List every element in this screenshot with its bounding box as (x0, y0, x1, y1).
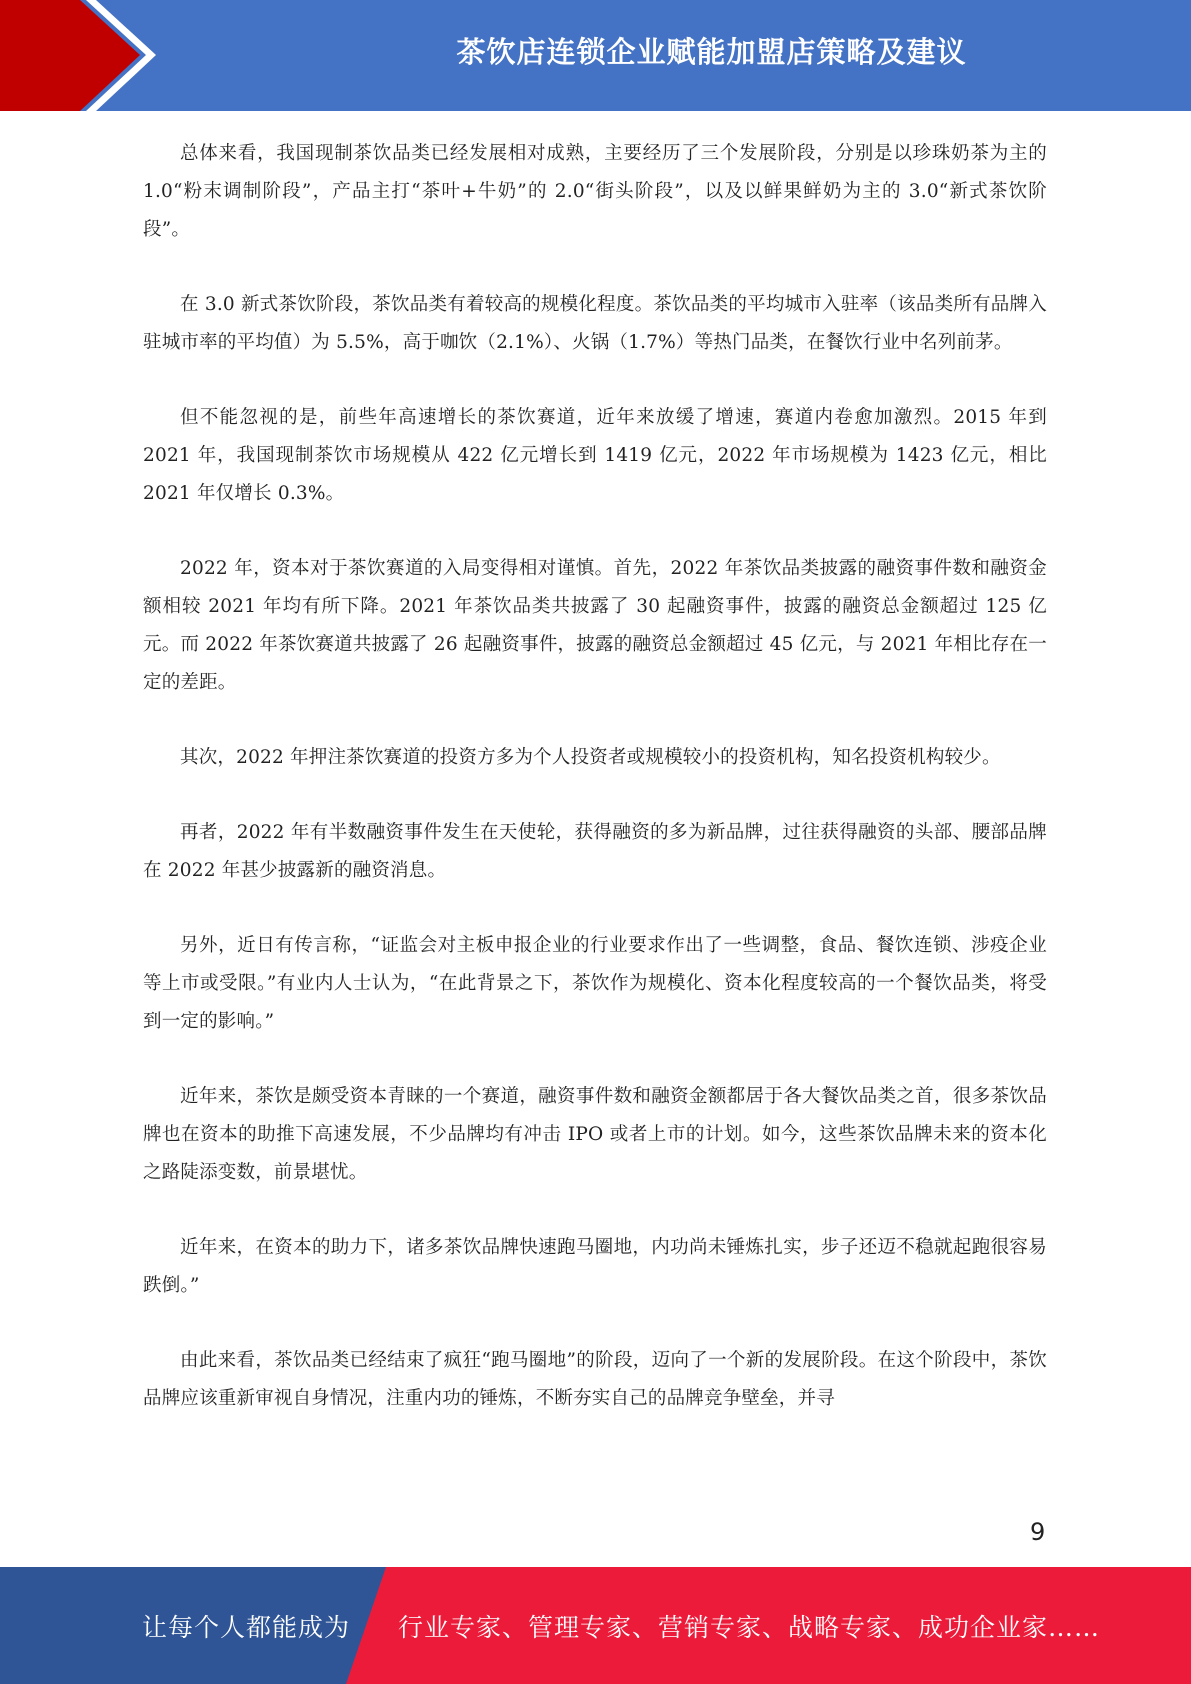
paragraph: 再者，2022 年有半数融资事件发生在天使轮，获得融资的多为新品牌，过往获得融资的头部、腰部品牌在 2022 年甚少披露新的融资消息。 (143, 822, 1047, 881)
paragraph: 但不能忽视的是，前些年高速增长的茶饮赛道，近年来放缓了增速，赛道内卷愈加激烈。2015 年到 2021 年，我国现制茶饮市场规模从 422 亿元增长到 1419 亿元，2022 年市场规模为 1423 亿元，相比 2021 年仅增长 0.3%。 (143, 407, 1047, 504)
paragraph: 近年来，在资本的助力下，诸多茶饮品牌快速跑马圈地，内功尚未锤炼扎实，步子还迈不稳就起跑很容易跌倒。” (143, 1237, 1047, 1296)
header-arrow-decoration (0, 0, 160, 111)
paragraph: 另外，近日有传言称，“证监会对主板申报企业的行业要求作出了一些调整，食品、餐饮连锁、涉疫企业等上市或受限。”有业内人士认为，“在此背景之下，茶饮作为规模化、资本化程度较高的一个餐饮品类，将受到一定的影响。” (143, 935, 1047, 1032)
document-title: 茶饮店连锁企业赋能加盟店策略及建议 (456, 34, 967, 69)
paragraph: 近年来，茶饮是颇受资本青睐的一个赛道，融资事件数和融资金额都居于各大餐饮品类之首，很多茶饮品牌也在资本的助推下高速发展，不少品牌均有冲击 IPO 或者上市的计划。如今，这些茶饮品牌未来的资本化之路陡添变数，前景堪忧。 (143, 1086, 1047, 1183)
paragraph: 其次，2022 年押注茶饮赛道的投资方多为个人投资者或规模较小的投资机构，知名投资机构较少。 (180, 747, 1001, 768)
page-number: 9 (1030, 1518, 1046, 1546)
document-body (143, 135, 1047, 1455)
page-footer (0, 1567, 1191, 1684)
paragraph: 总体来看，我国现制茶饮品类已经发展相对成熟，主要经历了三个发展阶段，分别是以珍珠奶茶为主的 1.0“粉末调制阶段”，产品主打“茶叶+牛奶”的 2.0“街头阶段”，以及以鲜果鲜奶为主的 3.0“新式茶饮阶段”。 (143, 143, 1047, 240)
paragraph: 在 3.0 新式茶饮阶段，茶饮品类有着较高的规模化程度。茶饮品类的平均城市入驻率（该品类所有品牌入驻城市率的平均值）为 5.5%，高于咖饮（2.1%）、火锅（1.7%）等热门品类，在餐饮行业中名列前茅。 (143, 294, 1047, 353)
page-header (0, 0, 1191, 111)
paragraph: 由此来看，茶饮品类已经结束了疯狂“跑马圈地”的阶段，迈向了一个新的发展阶段。在这个阶段中，茶饮品牌应该重新审视自身情况，注重内功的锤炼，不断夯实自己的品牌竞争壁垒，并寻 (143, 1350, 1047, 1409)
paragraph: 2022 年，资本对于茶饮赛道的入局变得相对谨慎。首先，2022 年茶饮品类披露的融资事件数和融资金额相较 2021 年均有所下降。2021 年茶饮品类共披露了 30 起融资事件，披露的融资总金额超过 125 亿元。而 2022 年茶饮赛道共披露了 26 起融资事件，披露的融资总金额超过 45 亿元，与 2021 年相比存在一定的差距。 (143, 558, 1047, 693)
footer-slogan-right: 行业专家、管理专家、营销专家、战略专家、成功企业家…… (398, 1612, 1101, 1642)
footer-slogan-left: 让每个人都能成为 (142, 1612, 351, 1642)
red-arrow-shape (0, 0, 140, 111)
